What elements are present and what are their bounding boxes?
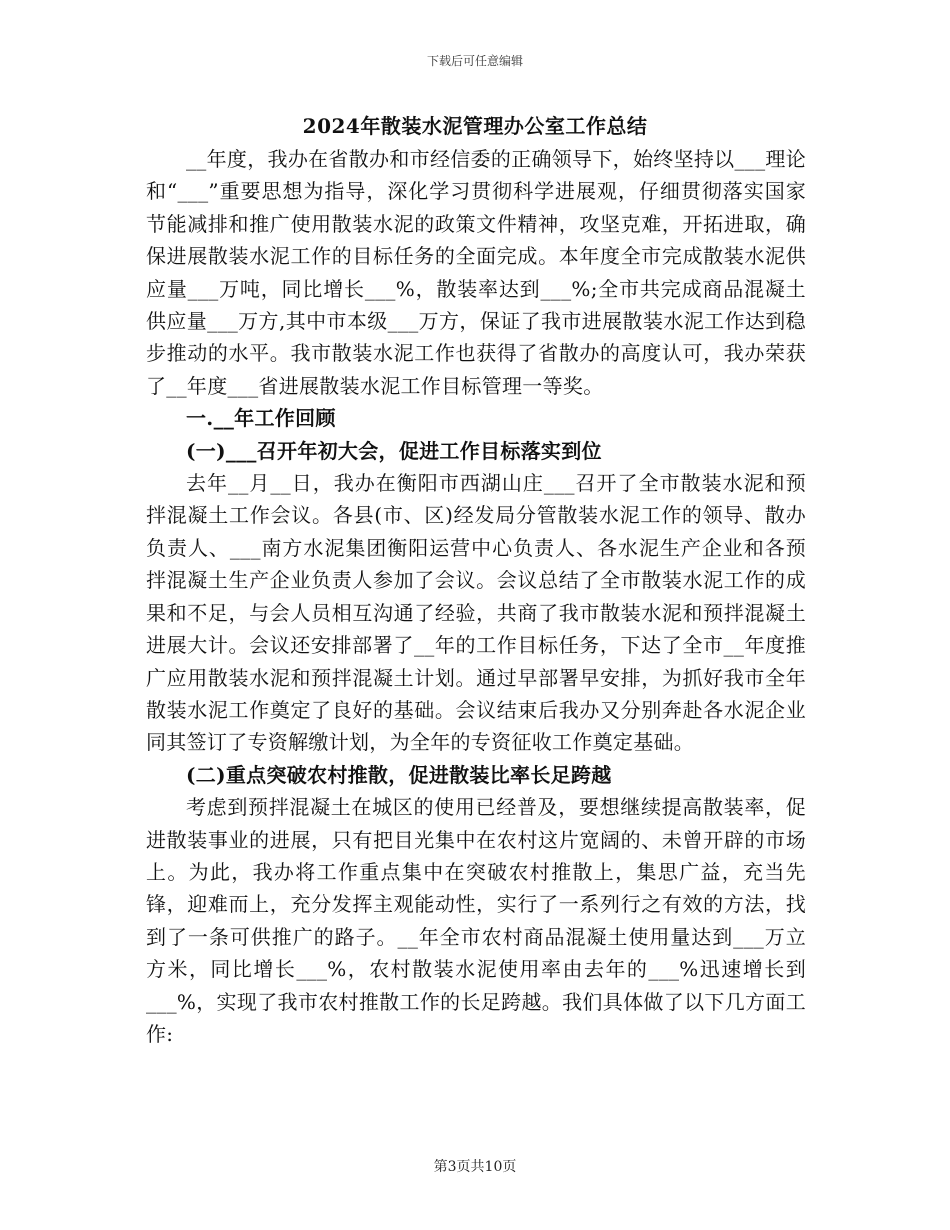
- page-footer: 第3页共10页: [433, 1159, 517, 1175]
- subsection-heading-1: (一)___召开年初大会，促进工作目标落实到位: [186, 438, 602, 463]
- paragraph-rural: 考虑到预拌混凝土在城区的使用已经普及，要想继续提高散装率，促进散装事业的进展，只有把目光集中在农村这片宽阔的、未曾开辟的市场上。为此，我办将工作重点集中在突破农村推散上，集思广益，充当先锋，迎难而上，充分发挥主观能动性，实行了一系列行之有效的方法，找到了一条可供推广的路子。__年全市农村商品混凝土使用量达到___万立方米，同比增长___%，农村散装水泥使用率由去年的___%迅速增长到___%，实现了我市农村推散工作的长足跨越。我们具体做了以下几方面工作:: [146, 795, 806, 1046]
- paragraph-intro: __年度，我办在省散办和市经信委的正确领导下，始终坚持以___理论和“___”重要思想为指导，深化学习贯彻科学进展观，仔细贯彻落实国家节能减排和推广使用散装水泥的政策文件精神，攻坚克难，开拓进取，确保进展散装水泥工作的目标任务的全面完成。本年度全市完成散装水泥供应量___万吨，同比增长___%，散装率达到___%;全市共完成商品混凝土供应量___万方,其中市本级___万方，保证了我市进展散装水泥工作达到稳步推动的水平。我市散装水泥工作也获得了省散办的高度认可，我办荣获了__年度___省进展散装水泥工作目标管理一等奖。: [146, 147, 806, 398]
- paragraph-meeting: 去年__月__日，我办在衡阳市西湖山庄___召开了全市散装水泥和预拌混凝土工作会议。各县(市、区)经发局分管散装水泥工作的领导、散办负责人、___南方水泥集团衡阳运营中心负责人、各水泥生产企业和各预拌混凝土生产企业负责人参加了会议。会议总结了全市散装水泥工作的成果和不足，与会人员相互沟通了经验，共商了我市散装水泥和预拌混凝土进展大计。会议还安排部署了__年的工作目标任务，下达了全市__年度推广应用散装水泥和预拌混凝土计划。通过早部署早安排，为抓好我市全年散装水泥工作奠定了良好的基础。会议结束后我办又分别奔赴各水泥企业同其签订了专资解缴计划，为全年的专资征收工作奠定基础。: [146, 471, 806, 755]
- subsection-heading-2: (二)重点突破农村推散，促进散装比率长足跨越: [186, 762, 612, 787]
- document-body: [146, 143, 806, 1050]
- section-heading-review: 一.__年工作回顾: [186, 406, 336, 431]
- header-note: 下载后可任意编辑: [426, 54, 523, 68]
- page-title: 2024年散装水泥管理办公室工作总结: [302, 114, 648, 138]
